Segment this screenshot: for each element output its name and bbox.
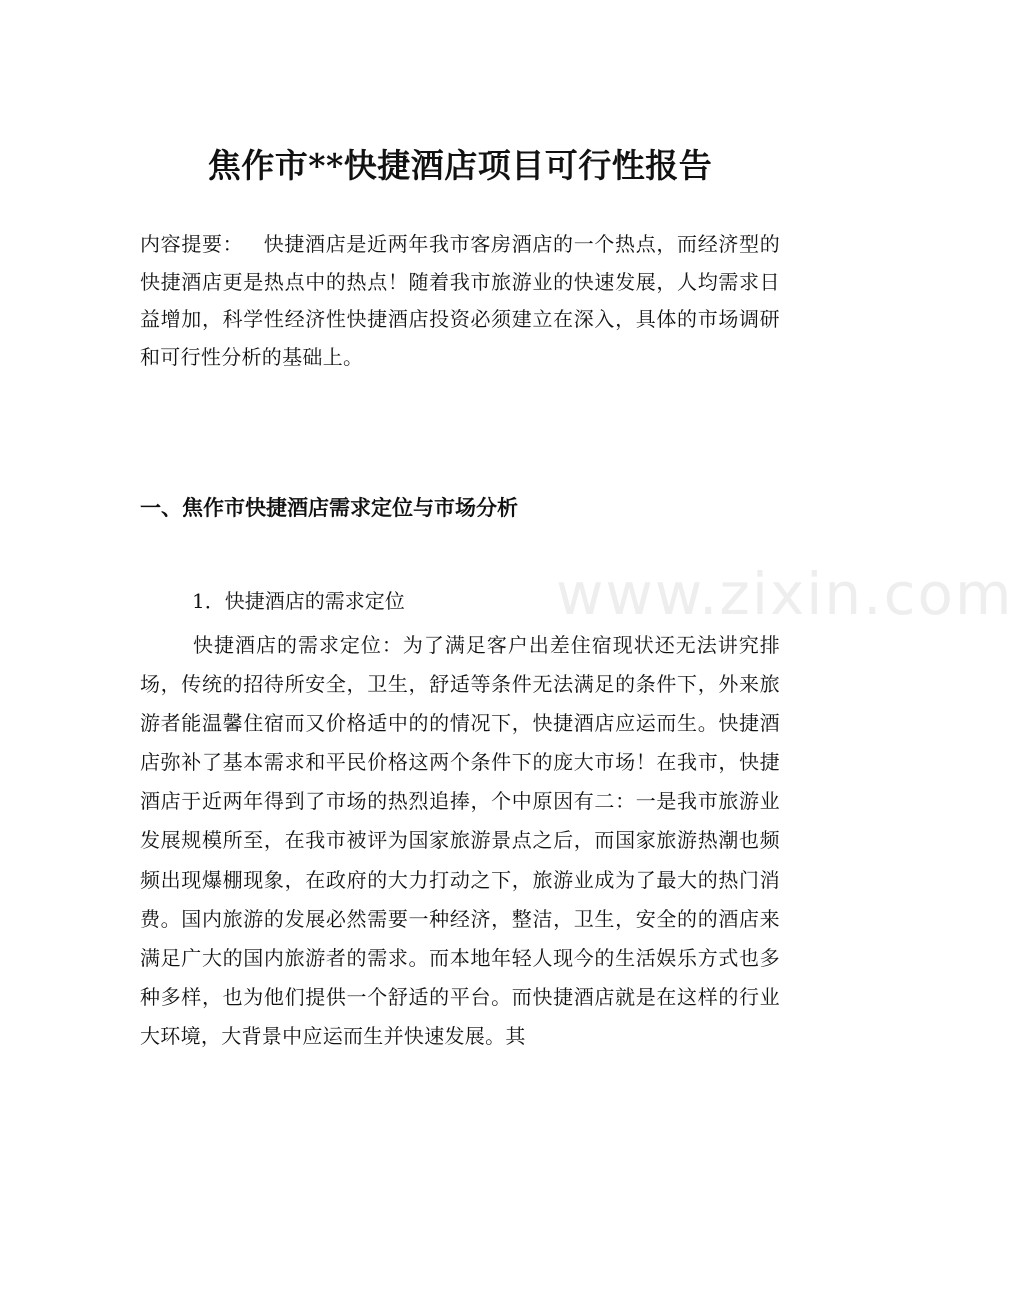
document-title: 焦作市**快捷酒店项目可行性报告: [207, 146, 713, 185]
abstract-text: 快捷酒店是近两年我市客房酒店的一个热点，而经济型的快捷酒店更是热点中的热点！随着我市旅游业的快速发展，人均需求日益增加，科学性经济性快捷酒店投资必须建立在深入，具体的市场调研和可行性分析的基础上。: [140, 232, 781, 369]
abstract-paragraph: [140, 226, 780, 376]
subsection-heading: 1．快捷酒店的需求定位: [192, 589, 405, 613]
section-heading: 一、焦作市快捷酒店需求定位与市场分析: [140, 496, 518, 520]
abstract-label: 内容提要：: [140, 232, 244, 256]
watermark: www.zixin.com: [556, 560, 1014, 628]
body-paragraph: 快捷酒店的需求定位：为了满足客户出差住宿现状还无法讲究排场，传统的招待所安全，卫生，舒适等条件无法满足的条件下，外来旅游者能温馨住宿而又价格适中的的情况下，快捷酒店应运而生。快捷酒店弥补了基本需求和平民价格这两个条件下的庞大市场！在我市，快捷酒店于近两年得到了市场的热烈追捧，个中原因有二：一是我市旅游业发展规模所至，在我市被评为国家旅游景点之后，而国家旅游热潮也频频出现爆棚现象，在政府的大力打动之下，旅游业成为了最大的热门消费。国内旅游的发展必然需要一种经济，整洁，卫生，安全的的酒店来满足广大的国内旅游者的需求。而本地年轻人现今的生活娱乐方式也多种多样，也为他们提供一个舒适的平台。而快捷酒店就是在这样的行业大环境，大背景中应运而生并快速发展。其: [140, 633, 780, 1048]
